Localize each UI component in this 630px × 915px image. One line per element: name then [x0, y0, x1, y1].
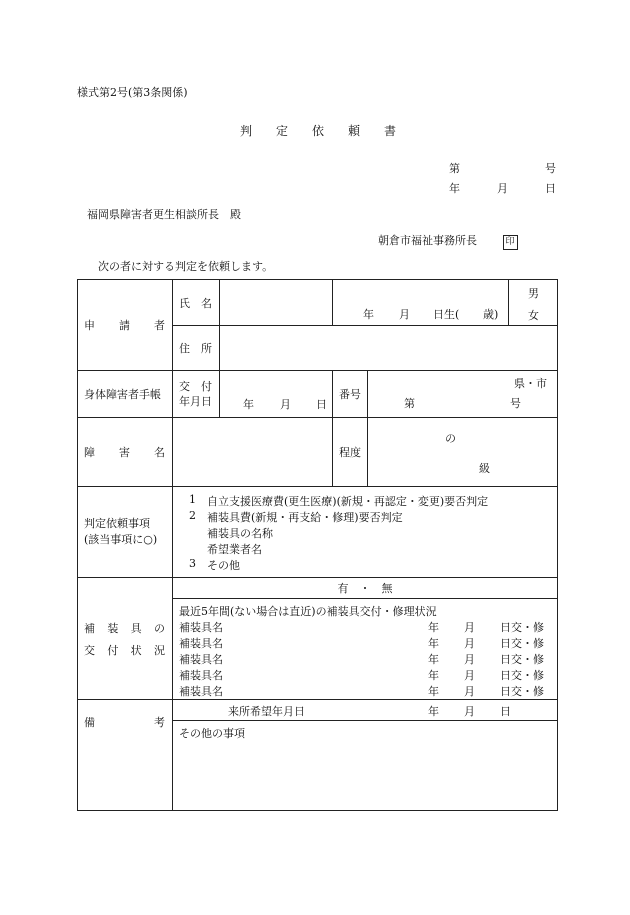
handbook-no-suffix: 号 — [510, 397, 521, 410]
equipment-history-cell — [173, 599, 558, 700]
history-row-year: 年 — [428, 621, 439, 634]
equipment-label-char: 装 — [107, 621, 119, 635]
history-title: 最近5年間(ない場合は直近)の補装具交付・修理状況 — [179, 605, 437, 618]
name-field[interactable] — [220, 280, 333, 326]
history-row-month: 月 — [464, 621, 475, 634]
history-row-day-type: 日交・修 — [500, 669, 544, 682]
doc-no-prefix: 第 — [449, 162, 460, 175]
history-row-year: 年 — [428, 637, 439, 650]
degree-grade-label: 級 — [479, 462, 490, 475]
disability-label-char: 害 — [119, 446, 130, 459]
date-day: 日 — [545, 182, 556, 195]
equipment-label-char: 付 — [107, 643, 119, 657]
handbook-label: 身体障害者手帳 — [78, 371, 173, 418]
equipment-label-char: 交 — [84, 643, 95, 657]
history-row-name: 補装具名 — [179, 653, 223, 666]
request-item-medical[interactable]: 自立支援医療費(更生医療)(新規・再認定・変更)要否判定 — [207, 495, 489, 508]
equipment-label-char: 補 — [84, 621, 95, 635]
degree-label: 程度 — [333, 418, 368, 487]
equipment-label-cell — [78, 578, 173, 700]
form-number: 様式第2号(第3条関係) — [77, 86, 188, 99]
history-row-month: 月 — [464, 685, 475, 698]
vendor-name-label: 希望業者名 — [207, 543, 262, 556]
sex-cell[interactable] — [509, 280, 558, 326]
history-row-name: 補装具名 — [179, 685, 223, 698]
degree-of-label: の — [445, 432, 456, 445]
remarks-label-cell — [78, 700, 173, 811]
handbook-number-field[interactable] — [368, 371, 558, 418]
intro-text: 次の者に対する判定を依頼します。 — [98, 260, 274, 273]
sender — [378, 232, 518, 250]
disability-label-char: 障 — [84, 446, 95, 459]
equipment-label-char: 況 — [153, 643, 165, 657]
date-year: 年 — [449, 182, 460, 195]
applicant-label-char: 者 — [154, 319, 165, 332]
prefecture-city-label: 県・市 — [514, 377, 547, 390]
age-label: 歳) — [483, 308, 499, 321]
visit-month-label: 月 — [464, 705, 475, 718]
issue-label-line2: 年月日 — [179, 395, 212, 408]
visit-day-label: 日 — [500, 705, 511, 718]
equipment-label-char: 具 — [130, 621, 142, 635]
visit-date-cell[interactable] — [173, 700, 558, 721]
request-label-line2: (該当事項に○) — [84, 533, 158, 546]
remarks-label-char: 考 — [154, 716, 165, 729]
history-row-year: 年 — [428, 653, 439, 666]
date-month: 月 — [497, 182, 508, 195]
history-row-day-type: 日交・修 — [500, 685, 544, 698]
issue-year-label: 年 — [243, 398, 254, 411]
equipment-label-char: の — [153, 621, 165, 635]
number-label: 番号 — [333, 371, 368, 418]
disability-name-field[interactable] — [173, 418, 333, 487]
yes-no-option[interactable]: 有 ・ 無 — [173, 578, 558, 599]
issue-month-label: 月 — [280, 398, 291, 411]
history-row-month: 月 — [464, 637, 475, 650]
history-row-year: 年 — [428, 669, 439, 682]
handbook-no-prefix: 第 — [404, 397, 415, 410]
request-item-equipment[interactable]: 補装具費(新規・再支給・修理)要否判定 — [207, 511, 403, 524]
history-row-day-type: 日交・修 — [500, 621, 544, 634]
birth-month-label: 月 — [399, 308, 410, 321]
sex-male: 男 — [528, 287, 539, 300]
history-row-day-type: 日交・修 — [500, 637, 544, 650]
history-row-name: 補装具名 — [179, 669, 223, 682]
visit-date-label: 来所希望年月日 — [228, 705, 305, 718]
history-row-year: 年 — [428, 685, 439, 698]
request-item-number: 3 — [189, 557, 196, 570]
history-row-name: 補装具名 — [179, 621, 223, 634]
issue-day-label: 日 — [316, 398, 327, 411]
request-label-line1: 判定依頼事項 — [84, 517, 150, 530]
other-matters-label: その他の事項 — [179, 727, 245, 740]
request-item-number: 2 — [189, 509, 196, 522]
doc-no-suffix: 号 — [545, 162, 556, 175]
title-char: 定 — [276, 124, 289, 138]
request-label-cell — [78, 487, 173, 578]
disability-label-char: 名 — [154, 446, 165, 459]
title-char: 頼 — [348, 124, 361, 138]
history-row-day-type: 日交・修 — [500, 653, 544, 666]
applicant-label-cell — [78, 280, 173, 371]
sender-name: 朝倉市福祉事務所長 — [378, 234, 477, 247]
address-label: 住 所 — [173, 326, 220, 371]
history-row-month: 月 — [464, 653, 475, 666]
name-label: 氏 名 — [173, 280, 220, 326]
birth-year-label: 年 — [363, 308, 374, 321]
title-char: 依 — [312, 124, 325, 138]
applicant-label-char: 申 — [84, 319, 95, 332]
seal-mark: 印 — [503, 235, 518, 250]
history-row-name: 補装具名 — [179, 637, 223, 650]
addressee: 福岡県障害者更生相談所長 殿 — [87, 208, 241, 221]
request-items-cell — [173, 487, 558, 578]
request-form-table — [77, 279, 558, 811]
degree-field[interactable] — [368, 418, 558, 487]
remarks-label-char: 備 — [84, 716, 95, 729]
equipment-label-char: 状 — [130, 643, 142, 657]
visit-year-label: 年 — [428, 705, 439, 718]
address-field[interactable] — [220, 326, 558, 371]
equipment-name-label: 補装具の名称 — [207, 527, 273, 540]
applicant-label-char: 請 — [119, 319, 130, 332]
other-matters-cell[interactable] — [173, 721, 558, 811]
request-item-other[interactable]: その他 — [207, 559, 240, 572]
birth-day-label: 日生( — [433, 308, 460, 321]
issue-date-label — [173, 371, 220, 418]
birthdate-cell[interactable] — [333, 280, 509, 326]
issue-date-field[interactable] — [220, 371, 333, 418]
issue-label-line1: 交 付 — [179, 380, 212, 393]
title-char: 書 — [384, 124, 397, 138]
history-row-month: 月 — [464, 669, 475, 682]
request-item-number: 1 — [189, 493, 196, 506]
title-char: 判 — [240, 124, 253, 138]
sex-female: 女 — [528, 309, 539, 322]
disability-label-cell — [78, 418, 173, 487]
